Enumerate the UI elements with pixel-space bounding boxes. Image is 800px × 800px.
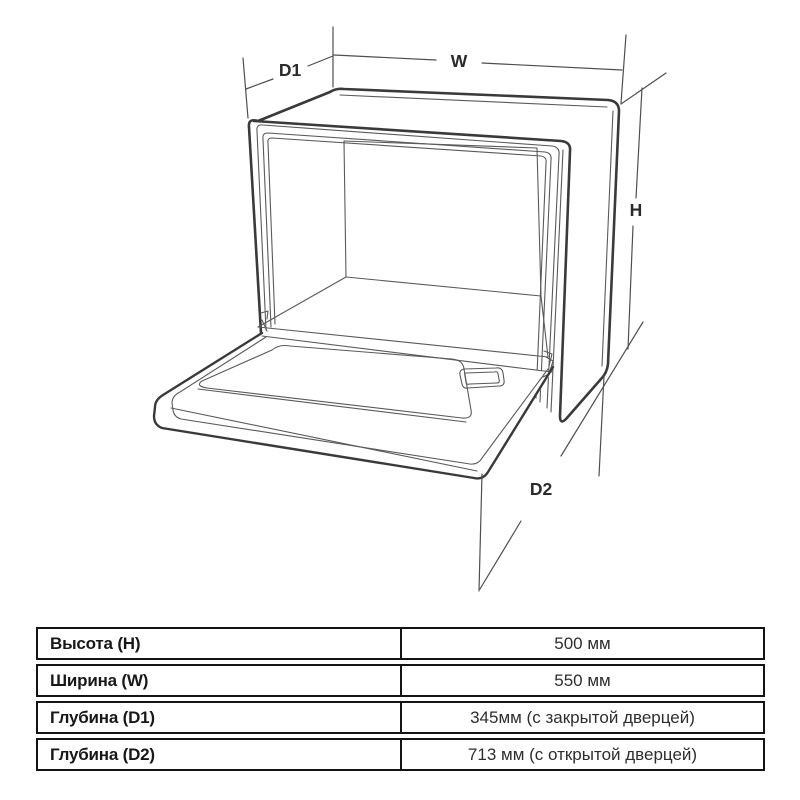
dim-label-h: H <box>629 200 643 220</box>
dimensions-table <box>36 627 765 771</box>
dim-label-w: W <box>450 51 468 71</box>
table-row <box>36 627 765 660</box>
dimension-value: 713 мм (с открытой дверцей) <box>467 744 698 764</box>
dimension-name: Глубина (D1) <box>38 703 402 732</box>
ext-line-front-bottom <box>479 474 482 591</box>
table-row <box>36 738 765 771</box>
table-row <box>36 664 765 697</box>
ext-line-h-top <box>621 73 666 104</box>
ext-line-rear-bottom <box>599 376 604 476</box>
dim-line-w <box>334 55 622 70</box>
open-door <box>154 311 553 478</box>
dimension-value: 500 мм <box>554 633 611 653</box>
dimension-value: 345мм (с закрытой дверцей) <box>470 707 695 727</box>
dimension-name: Ширина (W) <box>38 666 402 695</box>
dim-label-d1: D1 <box>278 60 302 80</box>
dimension-value: 550 мм <box>554 670 611 690</box>
ext-line-back-right <box>621 35 626 103</box>
table-row <box>36 701 765 734</box>
dimension-lines <box>243 27 666 591</box>
dimension-name: Высота (H) <box>38 629 402 658</box>
dimension-name: Глубина (D2) <box>38 740 402 769</box>
dim-label-d2: D2 <box>529 479 553 499</box>
